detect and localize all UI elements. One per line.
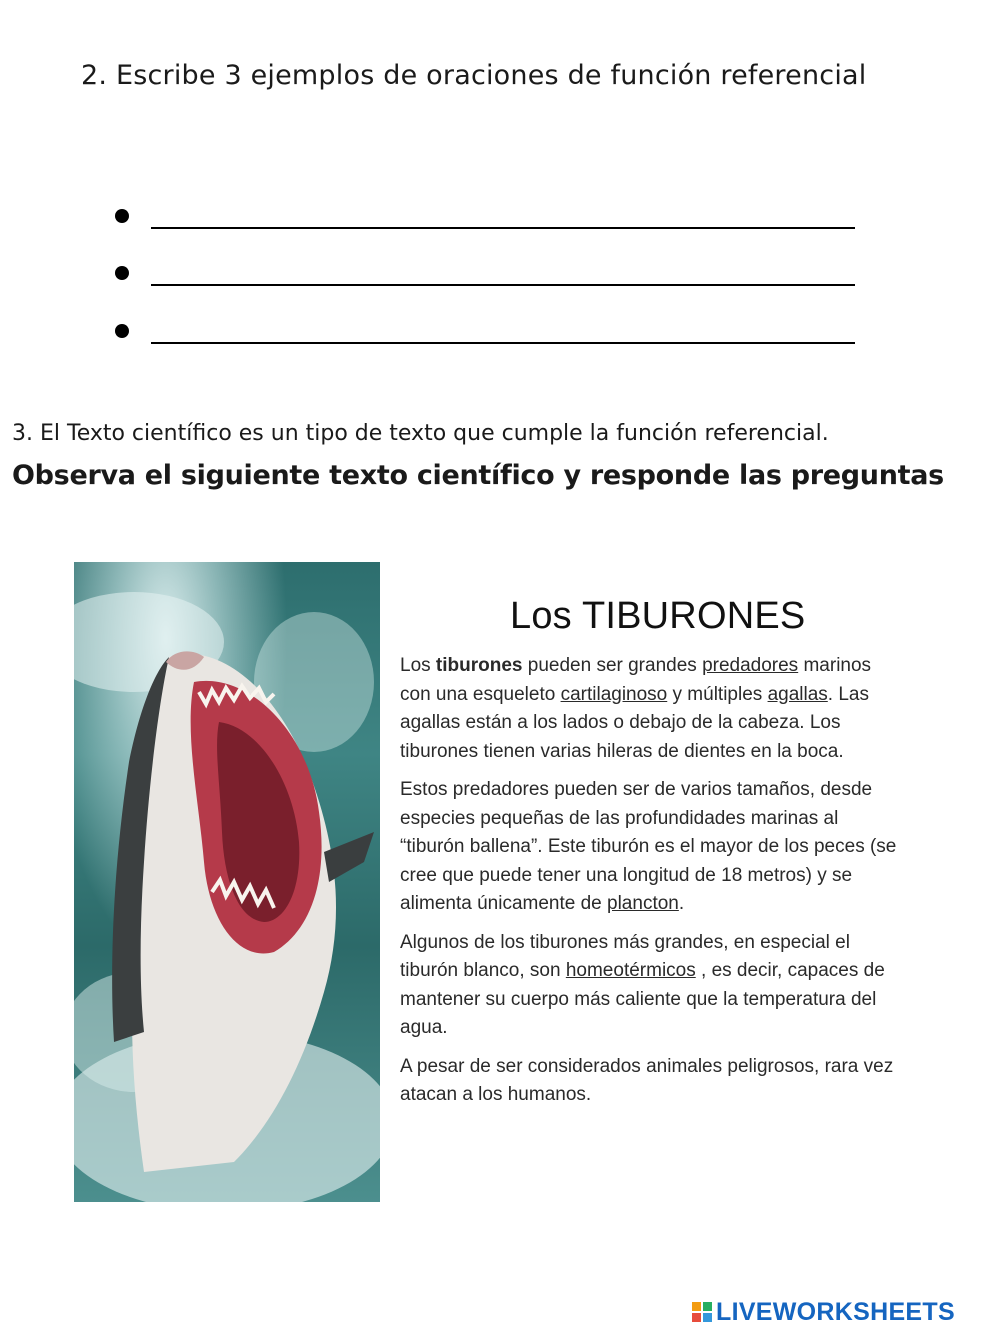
shark-article xyxy=(400,595,900,1120)
underlined-term-predadores: predadores xyxy=(702,655,799,676)
bullet-icon xyxy=(115,209,129,223)
article-paragraph-3 xyxy=(400,929,900,1043)
text: marinos con una esqueleto xyxy=(400,655,872,705)
answer-row-3 xyxy=(115,320,855,344)
answer-row-1 xyxy=(115,205,855,229)
logo-square xyxy=(692,1313,701,1322)
shark-illustration xyxy=(74,562,380,1202)
logo-text: LIVEWORKSHEETS xyxy=(716,1297,955,1326)
text: , es decir, capaces de mantener su cuerpo más caliente que la temperatura del agua. xyxy=(400,960,885,1038)
logo-square xyxy=(703,1313,712,1322)
article-paragraph-1 xyxy=(400,652,900,766)
question-2-prompt: 2. Escribe 3 ejemplos de oraciones de función referencial xyxy=(81,60,867,91)
logo-square xyxy=(692,1302,701,1311)
underlined-term-cartilaginoso: cartilaginoso xyxy=(560,683,668,705)
logo-square xyxy=(703,1302,712,1311)
question-3-statement: 3. El Texto científico es un tipo de texto que cumple la función referencial. xyxy=(12,421,829,446)
text: Los xyxy=(400,655,436,676)
logo-mark-icon xyxy=(692,1302,712,1322)
underlined-term-plancton: plancton xyxy=(607,893,679,914)
bullet-icon xyxy=(115,266,129,280)
answer-row-2 xyxy=(115,262,855,286)
text: Estos predadores pueden ser de varios tamaños, desde especies pequeñas de las profundidades marinas al “tiburón ballena”. Este tiburón es el mayor de los peces (se cree que puede tener una longitud de 18 metros) y se alimenta únicamente de xyxy=(400,779,897,914)
question-3-instruction: Observa el siguiente texto científico y responde las preguntas xyxy=(12,460,944,491)
article-paragraph-4: A pesar de ser considerados animales peligrosos, rara vez atacan a los humanos. xyxy=(400,1055,894,1105)
shark-photo xyxy=(74,562,380,1202)
answer-input-2[interactable] xyxy=(151,284,855,286)
answer-input-1[interactable] xyxy=(151,227,855,229)
text: . xyxy=(678,893,685,914)
answer-input-3[interactable] xyxy=(151,342,855,344)
text: Algunos de los tiburones más grandes, en especial el tiburón blanco, son xyxy=(400,931,850,981)
text: pueden ser grandes xyxy=(522,655,703,676)
text: . Las agallas están a los lados o debajo de la cabeza. Los tiburones tienen varias hileras de dientes en la boca. xyxy=(400,683,869,762)
text: y múltiples xyxy=(667,683,768,705)
liveworksheets-logo xyxy=(692,1298,955,1326)
article-title: Los TIBURONES xyxy=(510,595,806,637)
bold-term-tiburones: tiburones xyxy=(435,655,523,676)
bullet-icon xyxy=(115,324,129,338)
underlined-term-homeotermicos: homeotérmicos xyxy=(565,960,696,981)
underlined-term-agallas: agallas xyxy=(767,683,828,705)
article-paragraph-2 xyxy=(400,776,900,919)
